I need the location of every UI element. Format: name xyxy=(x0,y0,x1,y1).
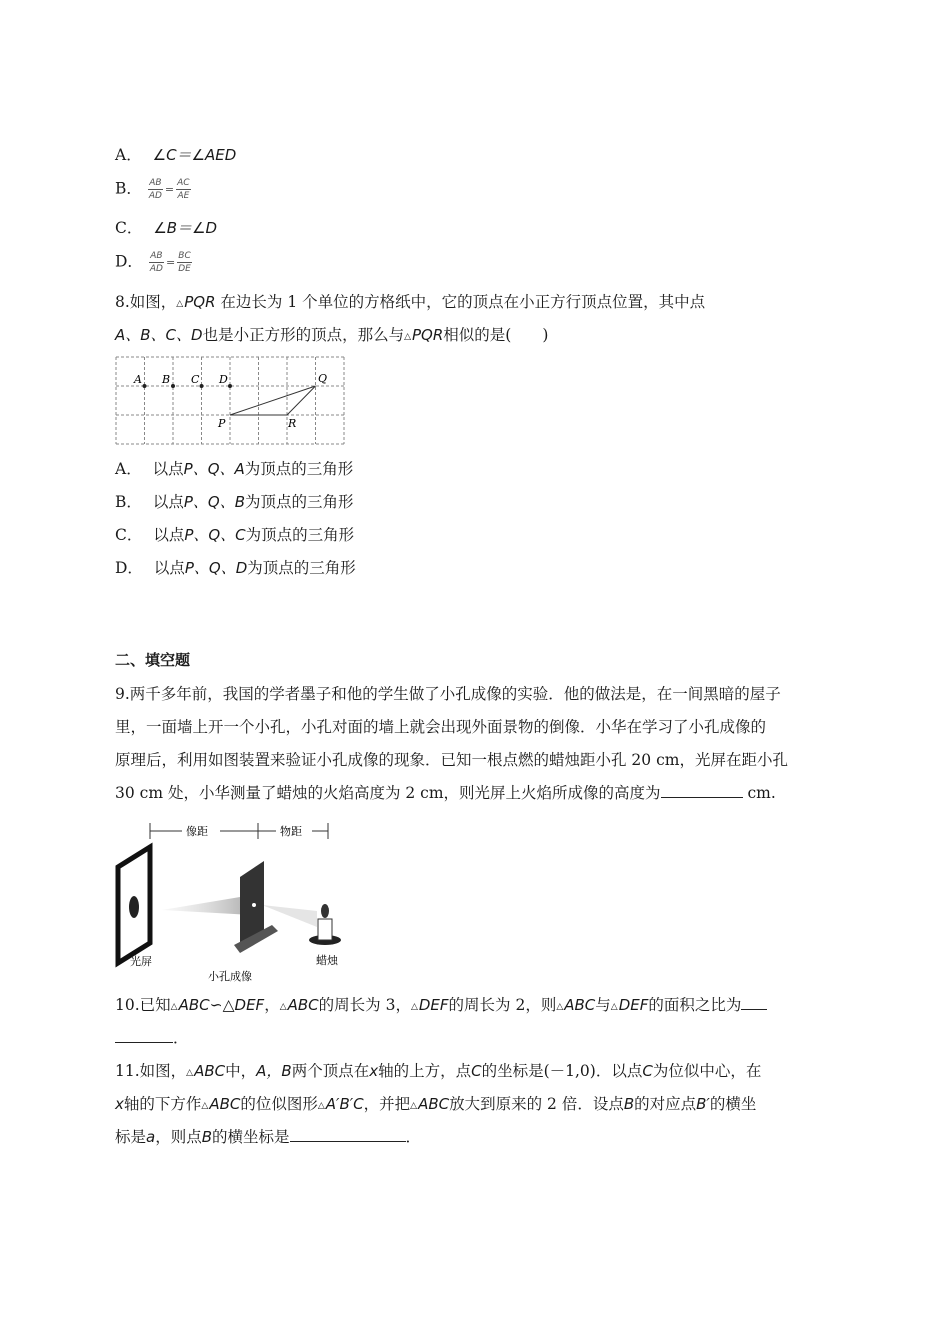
q7-option-a xyxy=(115,145,236,165)
label-c: C xyxy=(191,373,200,386)
image-distance-label: 像距 xyxy=(186,825,208,838)
point-b xyxy=(171,384,175,388)
answer-blank[interactable] xyxy=(290,1127,406,1142)
fraction: $\frac{AB}{AD}$ xyxy=(148,178,162,201)
pinhole-label: 小孔成像 xyxy=(208,970,252,983)
grid-lines xyxy=(116,357,344,444)
light-beam xyxy=(162,895,252,915)
fraction: $\frac{AB}{AD}$ xyxy=(149,251,163,274)
inverted-image xyxy=(129,896,139,918)
q7-option-c xyxy=(115,218,217,238)
option-text: ∠C＝∠AED xyxy=(152,146,237,164)
point-a xyxy=(143,384,147,388)
candle-body xyxy=(318,919,332,940)
fraction: $\frac{BC}{DE}$ xyxy=(178,251,191,274)
answer-blank[interactable] xyxy=(115,1028,173,1043)
label-r: R xyxy=(288,417,297,430)
label-p: P xyxy=(218,417,226,430)
q8-option-c: C． 以点P、Q、C为顶点的三角形 xyxy=(115,526,355,544)
option-label: A． xyxy=(115,146,142,164)
q9-line2: 里，一面墙上开一个小孔，小孔对面的墙上就会出现外面景物的倒像．小华在学习了小孔成像的 xyxy=(115,718,767,736)
option-label: D． xyxy=(115,252,143,271)
q11-line1: 11.如图，△ABC中，A，B两个顶点在x轴的上方，点C的坐标是(－1,0)．以点C为位似中心，在 xyxy=(115,1062,762,1080)
point-c xyxy=(200,384,204,388)
q10-line2: ． xyxy=(115,1028,189,1048)
q11-line2: x轴的下方作△ABC的位似图形△A′B′C，并把△ABC放大到原来的 2 倍．设点B的对应点B′的横坐 xyxy=(115,1095,757,1113)
q7-option-b xyxy=(115,178,192,201)
section-heading: 二、填空题 xyxy=(115,651,191,669)
q8-stem-line1: 8.如图，△PQR 在边长为 1 个单位的方格纸中，它的顶点在小正方行顶点位置，其中点 xyxy=(115,293,706,311)
q8-stem-line2: A、B、C、D也是小正方形的顶点，那么与△PQR相似的是( ) xyxy=(115,326,549,344)
q8-option-d: D． 以点P、Q、D为顶点的三角形 xyxy=(115,559,356,577)
candle-flame xyxy=(321,904,329,918)
object-distance-label: 物距 xyxy=(280,825,302,838)
fraction: $\frac{AC}{AE}$ xyxy=(177,178,190,201)
q9-line1: 9.两千多年前，我国的学者墨子和他的学生做了小孔成像的实验．他的做法是，在一间黑暗的屋子 xyxy=(115,685,781,703)
light-beam xyxy=(262,905,317,927)
screen-label: 光屏 xyxy=(130,955,152,968)
candle-label: 蜡烛 xyxy=(316,954,338,967)
point-d xyxy=(228,384,232,388)
label-a: A xyxy=(134,373,142,386)
q8-option-b: B． 以点P、Q、B为顶点的三角形 xyxy=(115,493,354,511)
equals-sign: = xyxy=(164,182,175,196)
grid-figure xyxy=(115,356,347,448)
option-text: ∠B＝∠D xyxy=(153,219,218,237)
pinhole xyxy=(252,903,256,907)
q9-line3: 原理后，利用如图装置来验证小孔成像的现象．已知一根点燃的蜡烛距小孔 20 cm，光屏在距小孔 xyxy=(115,751,788,769)
q9-line4: 30 cm 处，小华测量了蜡烛的火焰高度为 2 cm，则光屏上火焰所成像的高度为 cm. xyxy=(115,784,776,802)
triangle-pqr xyxy=(230,386,316,415)
q11-line3: 标是a，则点B的横坐标是 ． xyxy=(115,1128,422,1146)
q7-option-d xyxy=(115,251,193,274)
q10-line1: 10.已知△ABC∽△DEF，△ABC的周长为 3，△DEF的周长为 2，则△ABC与△DEF的面积之比为 xyxy=(115,995,767,1017)
option-label: B． xyxy=(115,179,142,198)
answer-blank[interactable] xyxy=(741,995,767,1010)
label-q: Q xyxy=(318,372,328,385)
option-label: C． xyxy=(115,219,143,237)
q8-option-a: A． 以点P、Q、A为顶点的三角形 xyxy=(115,460,354,478)
pinhole-figure xyxy=(112,815,352,985)
equals-sign: = xyxy=(165,255,176,269)
answer-blank[interactable] xyxy=(661,783,743,798)
label-b: B xyxy=(162,373,171,386)
label-d: D xyxy=(219,373,228,386)
